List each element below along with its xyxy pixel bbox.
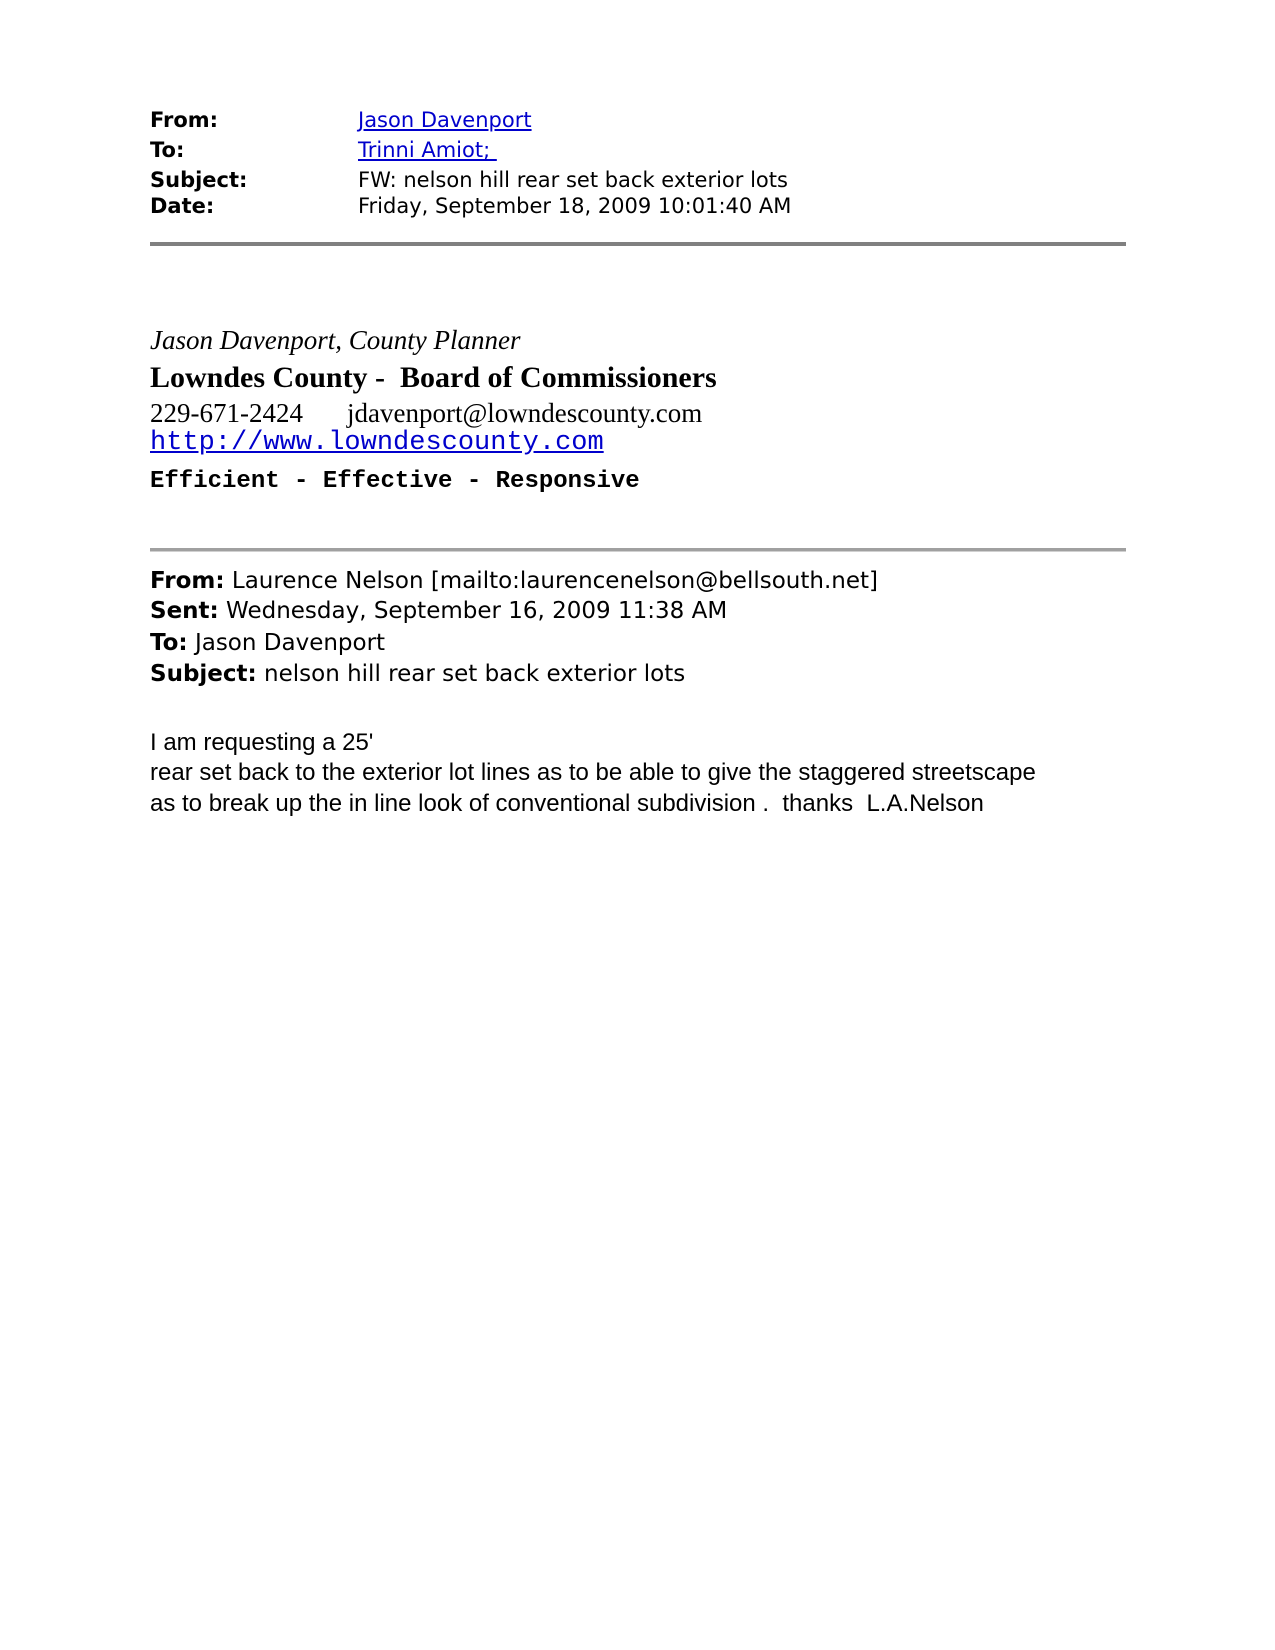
original-subject-label: Subject: [150, 661, 257, 687]
header-to-link[interactable]: Trinni Amiot; [358, 138, 497, 162]
signature-phone: 229-671-2424 [150, 398, 303, 428]
original-sent-value: Wednesday, September 16, 2009 11:38 AM [218, 598, 728, 624]
original-to-value: Jason Davenport [187, 630, 386, 656]
header-divider [150, 242, 1126, 246]
header-date-value: Friday, September 18, 2009 10:01:40 AM [358, 194, 792, 218]
header-from-link[interactable]: Jason Davenport [358, 108, 532, 132]
signature-email: jdavenport@lowndescounty.com [346, 398, 703, 428]
original-sent-label: Sent: [150, 598, 219, 624]
header-date-label: Date: [150, 194, 215, 218]
signature-motto: Efficient - Effective - Responsive [150, 468, 640, 495]
header-from-label: From: [150, 108, 219, 132]
original-from-value: Laurence Nelson [mailto:laurencenelson@bellsouth.net] [224, 568, 878, 594]
signature-contact [150, 398, 702, 429]
message-body-line-2: rear set back to the exterior lot lines as to be able to give the staggered streetscape [150, 759, 1036, 786]
original-from-line [150, 568, 878, 594]
original-to-line [150, 630, 385, 656]
original-sent-line [150, 598, 727, 624]
forward-divider [150, 548, 1126, 552]
signature-organization: Lowndes County - Board of Commissioners [150, 361, 717, 394]
header-subject-value: FW: nelson hill rear set back exterior lots [358, 168, 788, 192]
message-body-line-3: as to break up the in line look of conventional subdivision . thanks L.A.Nelson [150, 790, 984, 817]
original-from-label: From: [150, 568, 225, 594]
signature-name-title: Jason Davenport, County Planner [150, 325, 521, 355]
header-subject-label: Subject: [150, 168, 248, 192]
header-to-label: To: [150, 138, 185, 162]
original-subject-line [150, 661, 685, 687]
original-to-label: To: [150, 630, 188, 656]
message-body-line-1: I am requesting a 25' [150, 729, 374, 756]
original-subject-value: nelson hill rear set back exterior lots [256, 661, 686, 687]
signature-url-link[interactable]: http://www.lowndescounty.com [150, 428, 604, 458]
